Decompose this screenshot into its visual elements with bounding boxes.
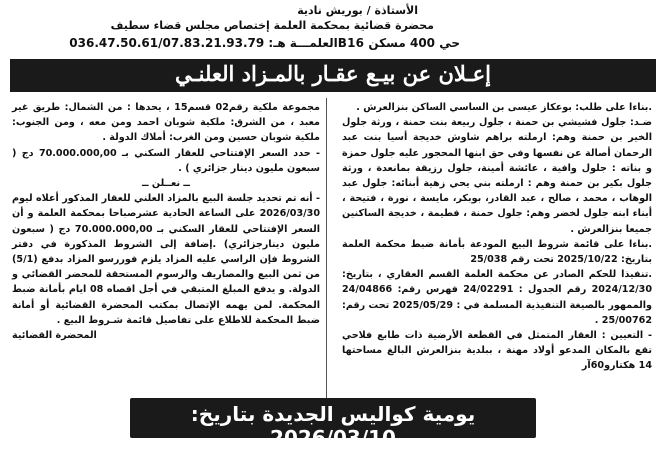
publication-date: يومية كواليس الجديدة بتاريخ: 2026/03/10	[190, 402, 476, 450]
property-paragraph: - التعيين : العقار المتمثل في القطعة الأرضية ذات طابع فلاحي تقع بالمكان المدعو أولاد مهنة ، ببلدية بنزالعرش البالغ مساحتها 14 هكتارو60آر	[342, 330, 652, 372]
opening-price-paragraph: - حدد السعر الإفتتاحي للعقار السكني بـ 70.000.000,00 دج ( سبعون مليون دينار جزائري ) .	[12, 147, 320, 174]
announcement-title: إعـلان عن بيـع عقـار بالمـزاد العلنـي	[175, 61, 491, 86]
boundaries-paragraph: مجموعة ملكية رقم02 قسم15 ، يحدها : من الشمال: طريق غير معبد ، من الشرق: ملكية شوبان احمد ومن معه ، ومن الجنوب: ملكية شوبان حسين ومن الغرب: أملاك الدولة .	[12, 102, 320, 144]
right-column	[342, 100, 652, 374]
bailiff-address-phone: حي 400 مسكن B16العلمـــة هـ: 036.47.50.61/07.83.21.93.79	[69, 36, 460, 50]
left-column	[12, 100, 320, 343]
publication-footer	[130, 398, 536, 450]
conditions-paragraph: .بناءا على قائمة شروط البيع المودعة بأمانة ضبط محكمة العلمة بتاريخ: 2025/10/22 تحت رقم 25/038	[342, 238, 652, 266]
column-divider	[326, 98, 327, 398]
petitioner-paragraph: .بناءا على طلب: بوعكاز عيسى بن الساسي الساكن بنزالعرش .	[356, 102, 652, 113]
defendants-paragraph: ضـد: جلول فشيشي بن حمنة ، جلول ربيعة بنت حمنة ، ورثة جلول الخير بن حمنة وهم: ارملته براهم شاوش خديجة أسيا بنت عبد الرحمان أصالة عن نفسها وفي حق ابنها المحجور عليه جلول حمزة و بناته : جلول وافية ، عائشة أمينة، جلول رزيقة بمانعدة ، ورثة جلول بكير بن حمنة وهم : ارملته بني يحي زهية أبنائه: جلول عبد الوهاب ، محمد ، صالح ، عبد القادر، بوبكر، مايسة ، نورة ، فتيحة ، أبناء ابنه جلول لخضر وهم: جلول حمنة ، فطيمة ، خديجة الساكنين جميعا بنزالعرش .	[342, 117, 652, 235]
bailiff-office: محضرة قضائية بمحكمة العلمة إختصاص مجلس قضاء سطيف	[110, 19, 434, 32]
announcement-title-bar	[10, 59, 656, 92]
auction-details-paragraph: - أنه تم تحديد جلسة البيع بالمزاد العلني للعقار المذكور أعلاه ليوم 2026/03/30 على الساعة الحادية عشرصباحا بمحكمة العلمة و أن السعر الإفتتاحي للعقار السكني بـ 70.000.000,00 دج ( سبعون مليون دينارجزائري) .إضافة إلى الشروط المذكورة في دفتر الشروط فإن الراسي عليه المزاد يلزم فوررسو المزاد بدفع (5/1) من ثمن البيع والمصاريف والرسوم المستحقة للمحضر القضائي و الدولة. و يدفع المبلغ المتبقي في أجل اقصاه 08 ايام بأمانة ضبط المحكمة. لمن يهمه الإتصال بمكتب المحضرة القضائية أو أمانة ضبط المحكمة للاطلاع على تفاصيل قائمة شـروط البيع .	[12, 193, 320, 326]
signature: المحضرة القضائية	[12, 330, 97, 342]
bailiff-name: الأستاذة / بوريش نادية	[297, 4, 418, 17]
letterhead	[0, 0, 666, 58]
judgment-paragraph: .تنفيذا للحكم الصادر عن محكمة العلمة القسم العقاري ، بتاريخ: 2024/12/30 رقم الجدول : 24/02291 فهرس رقم: 24/04866 والممهور بالصيغة التنفيذية المسلمة في : 2025/05/29 تحت رقم: 25/00762 .	[342, 269, 652, 326]
announce-subtitle: ــ نعــلن ــ	[142, 178, 190, 190]
